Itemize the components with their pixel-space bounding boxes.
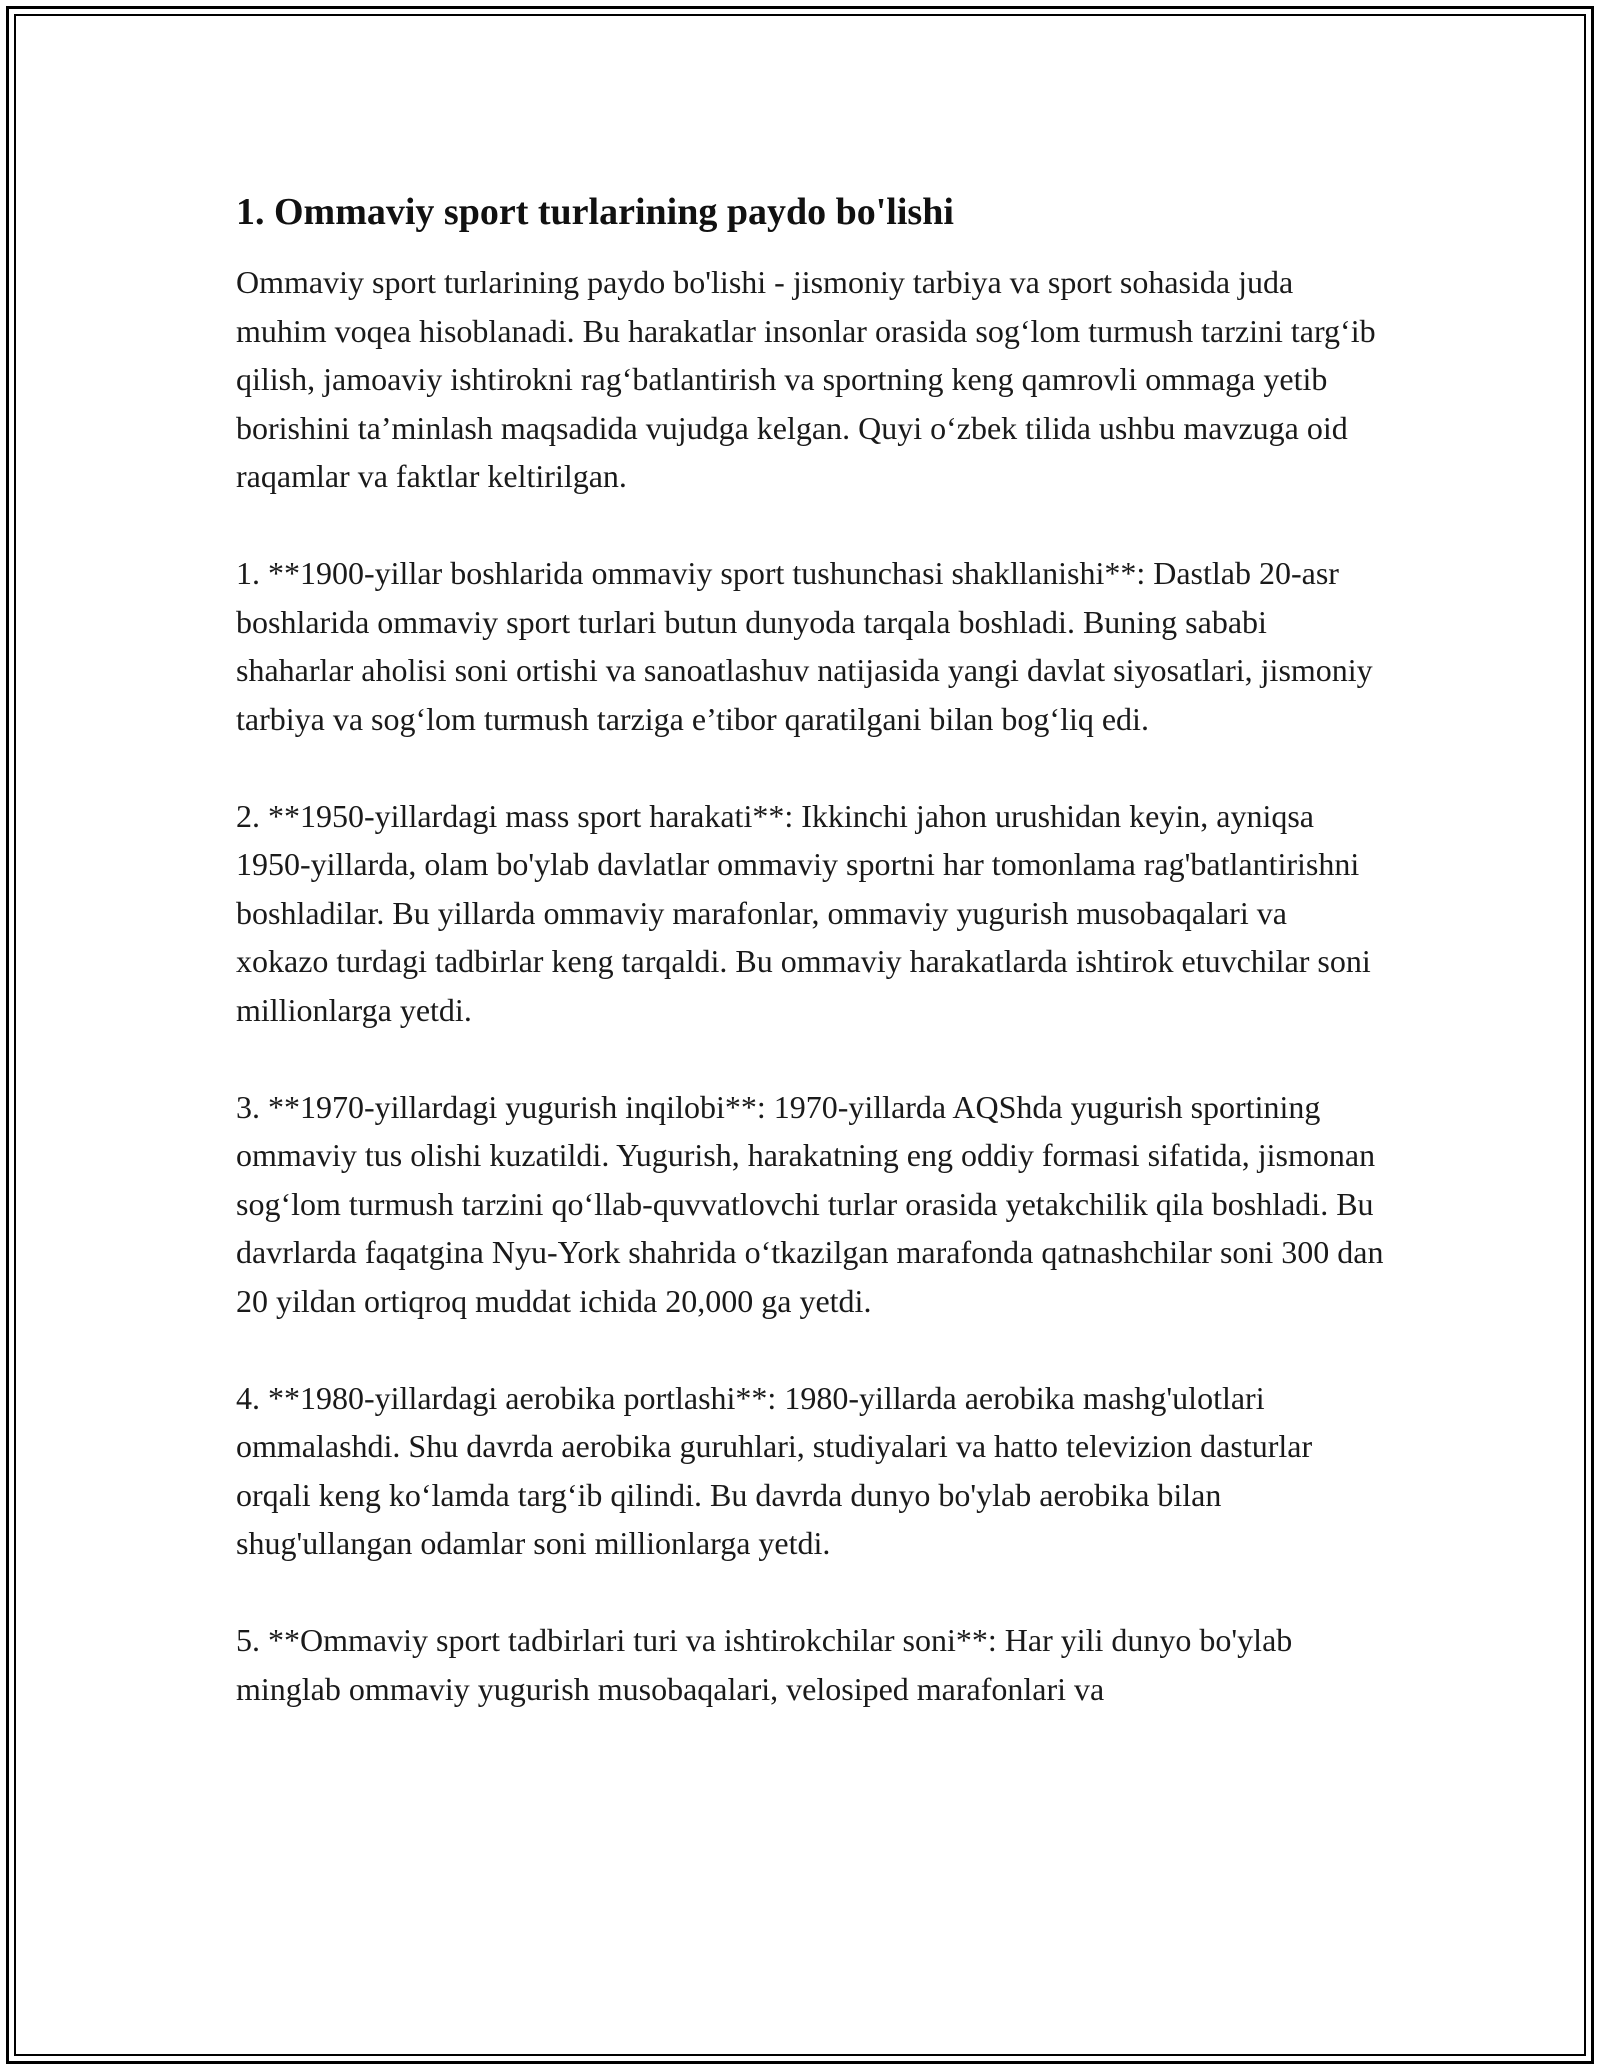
list-item-1900s: 1. **1900-yillar boshlarida ommaviy sport tushunchasi shakllanishi**: Dastlab 20-asr boshlarida ommaviy sport turlari butun dunyoda tarqala boshladi. Buning sababi shaharlar aholisi soni ortishi va sanoatlashuv natijasida yangi davlat siyosatlari, jismoniy tarbiya va sog‘lom turmush tarziga e’tibor qaratilgani bilan bog‘liq edi.	[236, 555, 1373, 737]
section-heading: 1. Ommaviy sport turlarining paydo bo'lishi	[236, 191, 954, 233]
intro-paragraph: Ommaviy sport turlarining paydo bo'lishi - jismoniy tarbiya va sport sohasida juda muhim voqea hisoblanadi. Bu harakatlar insonlar orasida sog‘lom turmush tarzini targ‘ib qilish, jamoaviy ishtirokni rag‘batlantirish va sportning keng qamrovli ommaga yetib borishini ta’minlash maqsadida vujudga kelgan. Quyi o‘zbek tilida ushbu mavzuga oid raqamlar va faktlar keltirilgan.	[236, 264, 1376, 494]
list-item-1970s: 3. **1970-yillardagi yugurish inqilobi**: 1970-yillarda AQShda yugurish sportining ommaviy tus olishi kuzatildi. Yugurish, harakatning eng oddiy formasi sifatida, jismonan sog‘lom turmush tarzini qo‘llab-quvvatlovchi turlar orasida yetakchilik qila boshladi. Bu davrlarda faqatgina Nyu-York shahrida o‘tkazilgan marafonda qatnashchilar soni 300 dan 20 yildan ortiqroq muddat ichida 20,000 ga yetdi.	[236, 1088, 1384, 1319]
document-body	[236, 188, 1386, 1713]
list-item-events: 5. **Ommaviy sport tadbirlari turi va ishtirokchilar soni**: Har yili dunyo bo'ylab minglab ommaviy yugurish musobaqalari, velosiped marafonlari va	[236, 1622, 1293, 1707]
list-item-1950s: 2. **1950-yillardagi mass sport harakati**: Ikkinchi jahon urushidan keyin, ayniqsa 1950-yillarda, olam bo'ylab davlatlar ommaviy sportni har tomonlama rag'batlantirishni boshladilar. Bu yillarda ommaviy marafonlar, ommaviy yugurish musobaqalari va xokazo turdagi tadbirlar keng tarqaldi. Bu ommaviy harakatlarda ishtirok etuvchilar soni millionlarga yetdi.	[236, 797, 1371, 1028]
list-item-1980s: 4. **1980-yillardagi aerobika portlashi**: 1980-yillarda aerobika mashg'ulotlari ommalashdi. Shu davrda aerobika guruhlari, studiyalari va hatto televizion dasturlar orqali keng ko‘lamda targ‘ib qilindi. Bu davrda dunyo bo'ylab aerobika bilan shug'ullangan odamlar soni millionlarga yetdi.	[236, 1379, 1313, 1561]
